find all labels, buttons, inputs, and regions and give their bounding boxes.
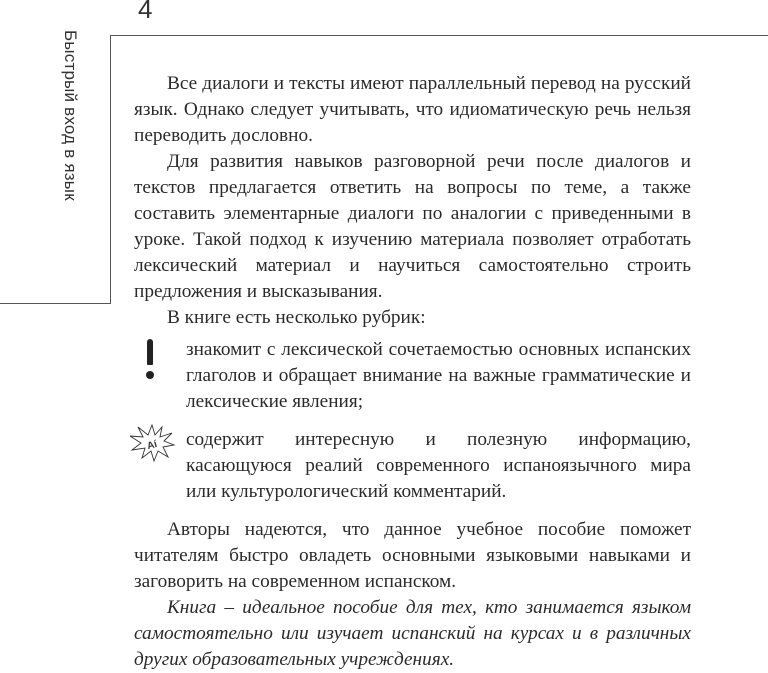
frame-bottom-line [0, 303, 111, 304]
paragraph-book-audience: Книга – идеальное пособие для тех, кто занимается языком самостоятельно или изучает испанский на курсах и в различных других образовательных учреждениях. [134, 597, 691, 670]
paragraph-speech-practice: Для развития навыков разговорной речи после диалогов и текстов предлагается ответить на вопросы по теме, а также составить элементарные диалоги по аналогии с приведенными в уроке. Такой подход к изучению материала позволяет отработать лексический материал и научиться самостоятельно строить предложения и высказывания. [134, 151, 691, 302]
svg-text:Aí: Aí [145, 438, 159, 453]
frame-left-line [110, 35, 111, 303]
paragraph-translation: Все диалоги и тексты имеют параллельный перевод на русский язык. Однако следует учитывать, что идиоматическую речь нельзя переводить дословно. [134, 73, 691, 146]
exclamation-icon [146, 339, 154, 379]
rubric-text: знакомит с лексической сочетаемостью основных испанских глаголов и обращает внимание на важные грамматические и лексические явления; [186, 339, 691, 412]
rubric-text: содержит интересную и полезную информацию, касающуюся реалий современного испаноязычного мира или культурологический комментарий. [186, 429, 691, 502]
body-text [134, 71, 691, 673]
paragraph-authors-hope: Авторы надеются, что данное учебное пособие поможет читателям быстро овладеть основными языковыми навыками и заговорить на современном испанском. [134, 519, 691, 592]
frame-top-line [110, 35, 768, 36]
side-running-title: Быстрый вход в язык [61, 30, 80, 201]
paragraph-rubrics-intro: В книге есть несколько рубрик: [167, 307, 426, 328]
rubric-item-culture [134, 427, 691, 505]
page-number: 4 [138, 0, 153, 24]
rubric-item-grammar [134, 337, 691, 415]
starburst-info-icon [128, 423, 176, 471]
